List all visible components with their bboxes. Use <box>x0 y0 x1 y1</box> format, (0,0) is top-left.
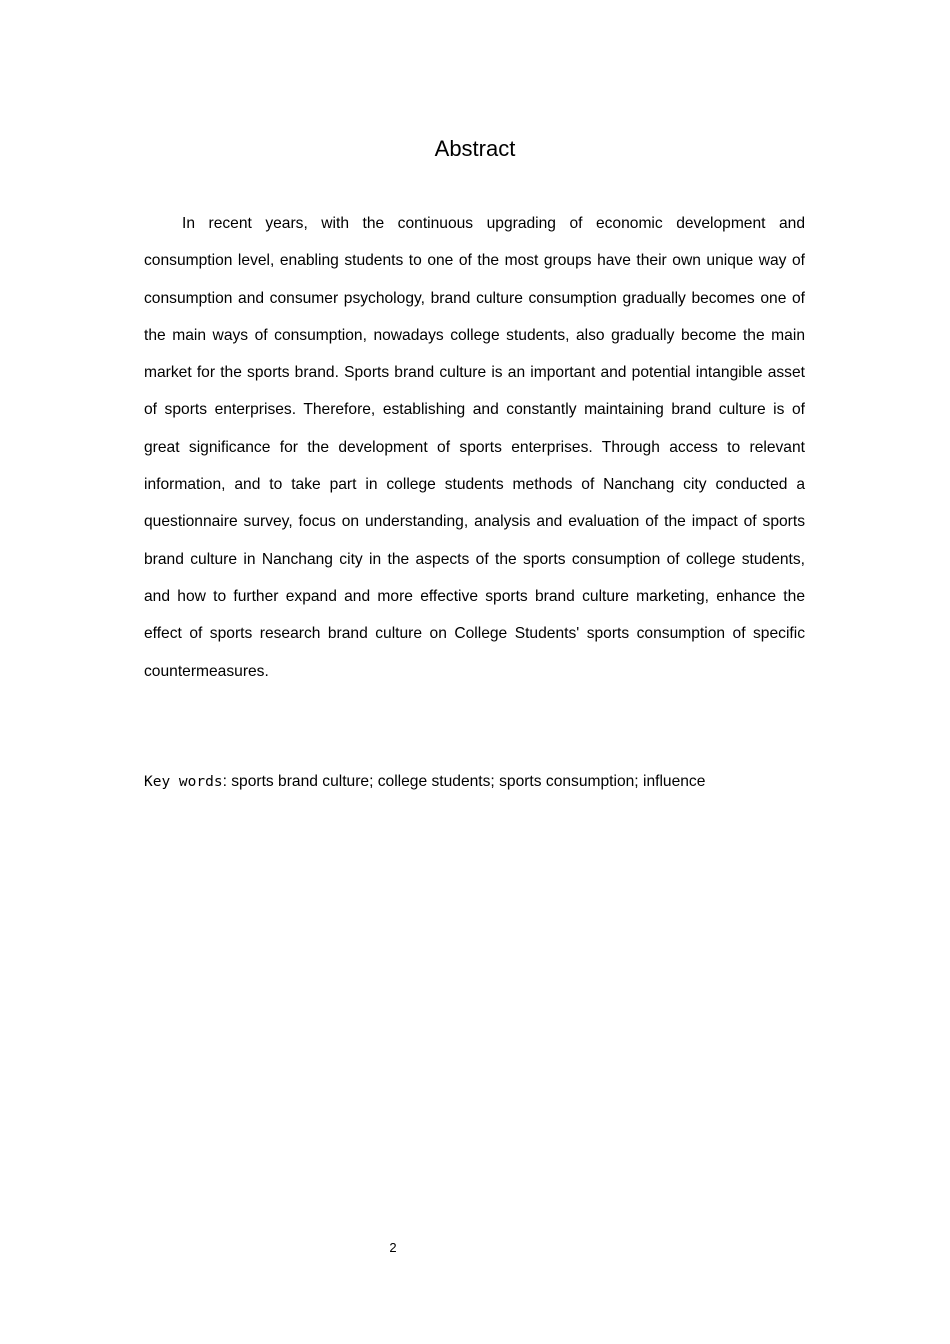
keywords-text: sports brand culture; college students; sports consumption; influence <box>226 773 706 790</box>
keywords-label: Key words <box>144 774 223 790</box>
abstract-title: Abstract <box>434 136 516 161</box>
page-number: 2 <box>389 1240 397 1255</box>
keywords-separator: : <box>222 773 227 790</box>
keywords-line <box>144 767 805 797</box>
abstract-paragraph: In recent years, with the continuous upgrading of economic development and consumption level, enabling students to one of the most groups have their own unique way of consumption and consumer psychology, brand culture consumption gradually becomes one of the main ways of consumption, nowadays college students, also gradually become the main market for the sports brand. Sports brand culture is an important and potential intangible asset of sports enterprises. Therefore, establishing and constantly maintaining brand culture is of great significance for the development of sports enterprises. Through access to relevant information, and to take part in college students methods of Nanchang city conducted a questionnaire survey, focus on understanding, analysis and evaluation of the impact of sports brand culture in Nanchang city in the aspects of the sports consumption of college students, and how to further expand and more effective sports brand culture marketing, enhance the effect of sports research brand culture on College Students' sports consumption of specific countermeasures. <box>144 215 805 680</box>
